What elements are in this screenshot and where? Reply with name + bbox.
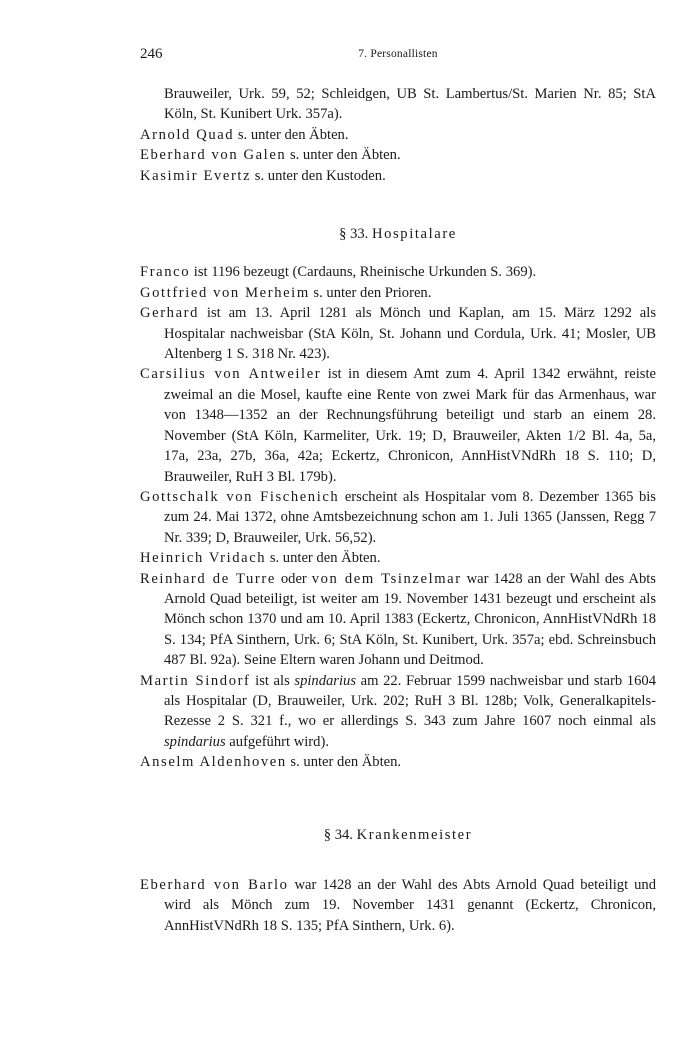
entry-text-cont: am 22. Februar 1599 nachweisbar und starb 1604 als Hospitalar (D, Brauweiler, Urk. 202; RuH 3 Bl. 128b; Volk, Generalkapitels-Rezesse 2 S. 321 f., wo er allerdings S. 343 zum Jahre 1607 noch einmal als [164, 672, 656, 730]
entry-name: Gottfried von Merheim [140, 284, 310, 301]
entry-name: Eberhard von Barlo [140, 877, 289, 893]
latin-term: spindarius [164, 733, 226, 750]
entry-text: erscheint als Hospitalar vom 8. Dezember 1365 bis zum 24. Mai 1372, ohne Amtsbezeichnung schon am 1. Juli 1365 (Janssen, Regg 7 Nr. 339; D, Brauweiler, Urk. 56,52). [164, 488, 656, 546]
entry-text-end: aufgeführt wird). [225, 733, 329, 750]
entry-text: s. unter den Prioren. [309, 284, 432, 301]
entry-reinhard-de-turre [140, 569, 656, 671]
entry-anselm-aldenhoven [140, 752, 656, 772]
running-title: 7. Personallisten [358, 48, 438, 60]
entry-text-cont: war 1428 an der Wahl des Abts Arnold Quad beteiligt, ist weiter am 19. November 1431 bezeugt und erscheint als Mönch schon 1370 und am 10. April 1383 (Eckertz, Chronicon, AnnHistVNdRh 18 S. 134; PfA Sinthern, Urk. 6; StA Köln, St. Kunibert, Urk. 357a; ebd. Schreinsbuch 487 Bl. 92a). Seine Eltern waren Johann und Deitmod. [164, 570, 656, 669]
section-number: § 33. [339, 226, 369, 243]
entry-name: Franco [140, 264, 191, 281]
entry-text: ist 1196 bezeugt (Cardauns, Rheinische Urkunden S. 369). [190, 264, 537, 281]
entry-gottschalk-von-fischenich [140, 487, 656, 548]
entry-carsilius-von-antweiler [140, 364, 656, 486]
entry-text: ist als [250, 672, 295, 689]
entry-text: ist am 13. April 1281 als Mönch und Kaplan, am 15. März 1292 als Hospitalar nachweisbar (StA Köln, St. Johann und Cordula, Urk. 41; Mosler, UB Altenberg 1 S. 318 Nr. 423). [164, 305, 656, 363]
entry-name: Eberhard von Galen [140, 147, 287, 164]
entry-name: Arnold Quad [140, 126, 235, 143]
entry-heinrich-vridach [140, 548, 656, 568]
entry-text: s. unter den Kustoden. [251, 167, 386, 184]
latin-term: spindarius [294, 672, 357, 689]
entry-name: Anselm Aldenhoven [140, 754, 287, 771]
entry-name: Martin Sindorf [140, 672, 251, 689]
entry-text: ist in diesem Amt zum 4. April 1342 erwähnt, reiste zweimal an die Mosel, kaufte eine Rente von zwei Mark für das Armenhaus, war von 1348—1352 an der Rechnungsführung beteiligt und starb an einem 28. November (StA Köln, Karmeliter, Urk. 19; D, Brauweiler, Akten 1/2 Bl. 4a, 5a, 17a, 23a, 27b, 36a, 42a; Eckertz, Chronicon, AnnHistVNdRh 18 S. 110; D, Brauweiler, RuH 3 Bl. 179b). [164, 366, 656, 485]
section-title: Hospitalare [371, 226, 457, 243]
entry-martin-sindorf [140, 671, 656, 753]
entry-text: s. unter den Äbten. [286, 754, 402, 771]
entry-text: s. unter den Äbten. [266, 550, 381, 567]
entry-alt-name: von dem Tsinzelmar [311, 570, 462, 587]
section-title: Krankenmeister [356, 826, 473, 843]
page-header [140, 46, 656, 68]
entry-gottfried-von-merheim [140, 283, 656, 303]
entry-kasimir-evertz [140, 166, 656, 186]
body-text [140, 84, 656, 936]
page-number: 246 [140, 46, 163, 62]
entry-name: Gottschalk von Fischenich [140, 488, 340, 505]
entry-gerhard [140, 303, 656, 364]
entry-text: war 1428 an der Wahl des Abts Arnold Quad beteiligt und wird als Mönch zum 19. November 1431 genannt (Eckertz, Chronicon, AnnHistVNdRh 18 S. 135; PfA Sinthern, Urk. 6). [164, 877, 656, 934]
entry-text: oder [275, 570, 312, 587]
entry-eberhard-von-galen [140, 145, 656, 165]
continuation-paragraph [140, 84, 656, 125]
section-number: § 34. [323, 826, 353, 843]
entry-arnold-quad [140, 125, 656, 145]
entry-eberhard-von-barlo [140, 875, 656, 936]
entry-text: s. unter den Äbten. [234, 126, 349, 143]
section-heading-34 [140, 825, 656, 845]
entry-name: Gerhard [140, 305, 200, 322]
entry-name: Carsilius von Antweiler [140, 366, 322, 383]
entry-name: Heinrich Vridach [140, 550, 267, 567]
entry-franco [140, 262, 656, 282]
entry-name: Reinhard de Turre [140, 570, 276, 587]
entry-text: s. unter den Äbten. [286, 147, 401, 164]
entry-name: Kasimir Evertz [140, 167, 252, 184]
section-heading-33 [140, 224, 656, 244]
continuation-text: Brauweiler, Urk. 59, 52; Schleidgen, UB St. Lambertus/St. Marien Nr. 85; StA Köln, St. Kunibert Urk. 357a). [164, 86, 656, 123]
